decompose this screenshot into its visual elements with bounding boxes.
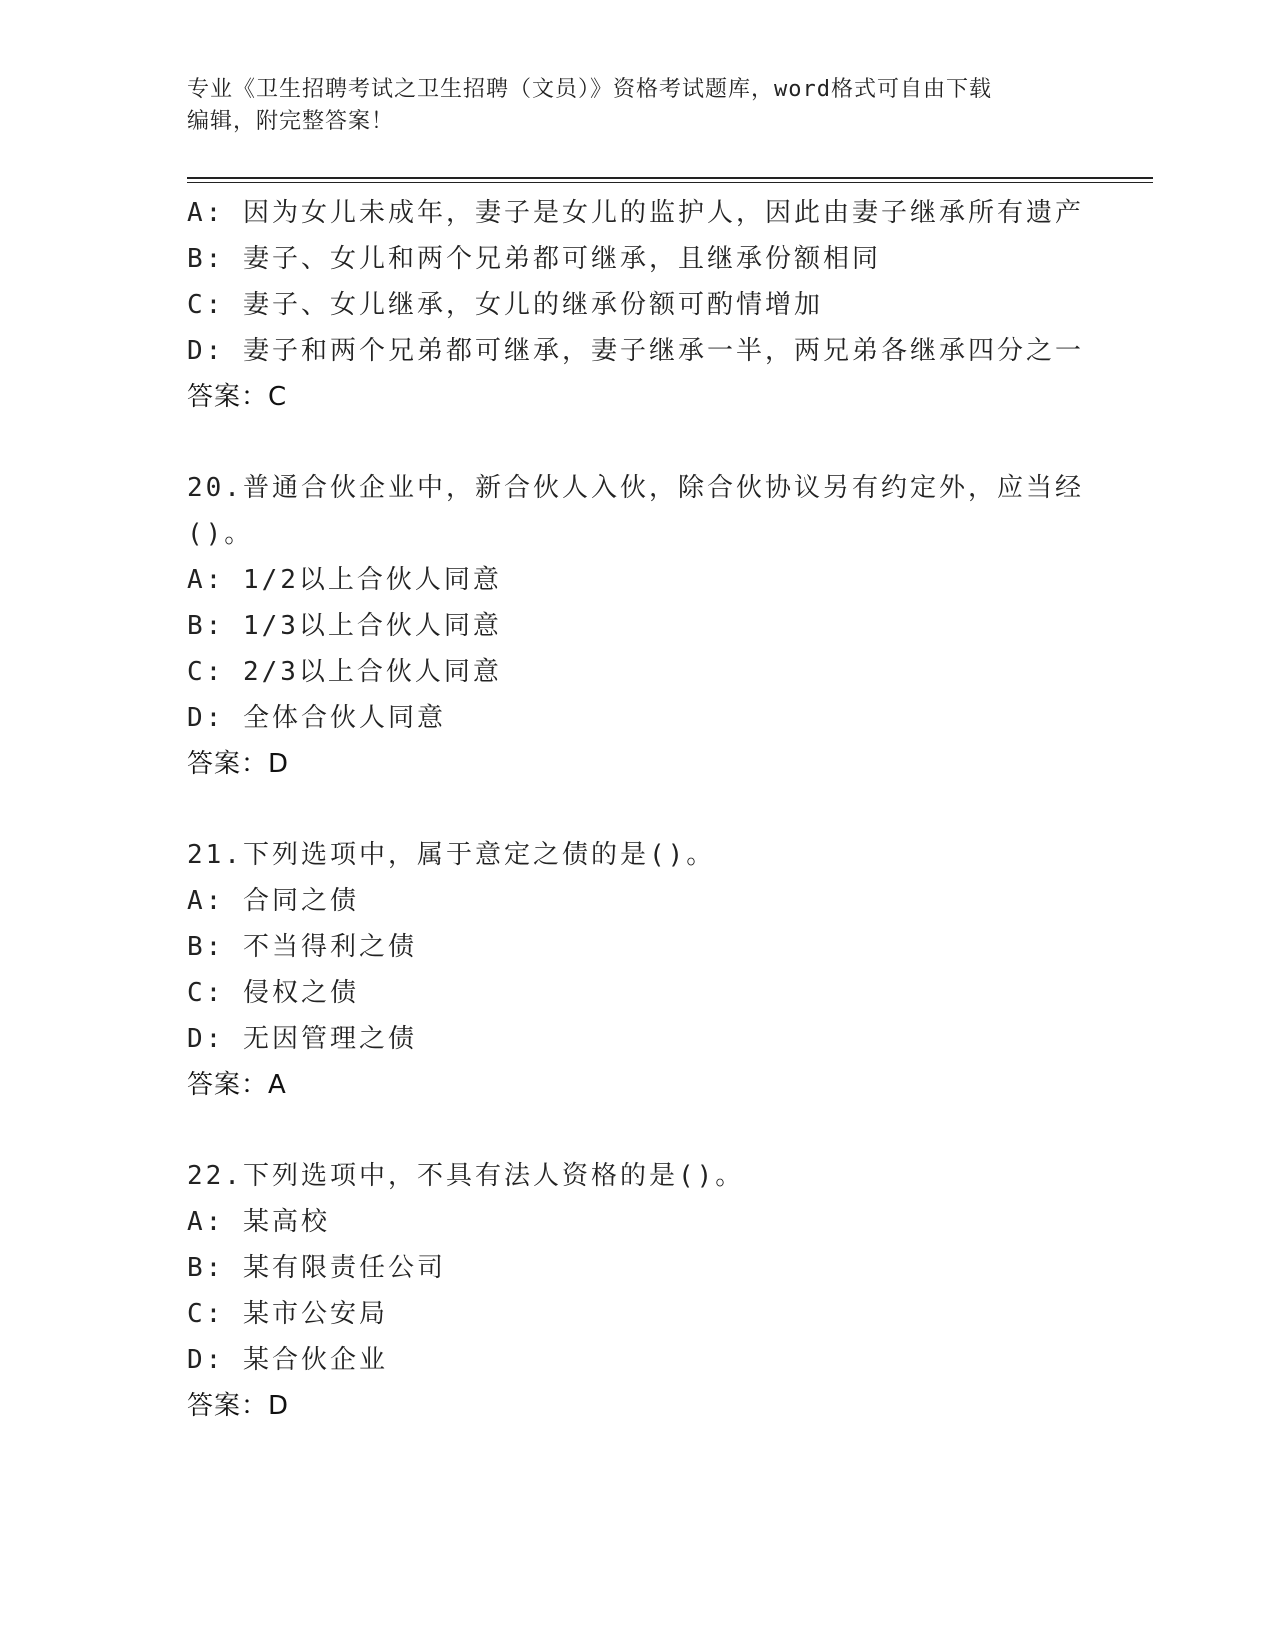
option-b: B: 某有限责任公司 <box>187 1253 446 1283</box>
question-21 <box>187 832 1087 1108</box>
option-c: C: 妻子、女儿继承，女儿的继承份额可酌情增加 <box>187 290 823 320</box>
question-20 <box>187 465 1087 787</box>
header-divider-thin <box>187 182 1153 183</box>
answer-line: 答案：D <box>187 749 290 779</box>
option-a: A: 某高校 <box>187 1207 330 1237</box>
question-19 <box>187 190 1087 420</box>
question-stem: 22.下列选项中，不具有法人资格的是()。 <box>187 1161 745 1191</box>
question-stem: 21.下列选项中，属于意定之债的是()。 <box>187 840 716 870</box>
header-line-1: 专业《卫生招聘考试之卫生招聘（文员）》资格考试题库，word格式可自由下载 <box>187 77 992 102</box>
answer-line: 答案：A <box>187 1070 287 1100</box>
option-b: B: 不当得利之债 <box>187 932 417 962</box>
option-c: C: 2/3以上合伙人同意 <box>187 657 502 687</box>
spacer <box>187 420 1087 465</box>
spacer <box>187 1108 1087 1153</box>
question-22 <box>187 1153 1087 1429</box>
option-a: A: 因为女儿未成年，妻子是女儿的监护人，因此由妻子继承所有遗产 <box>187 198 1084 228</box>
option-b: B: 1/3以上合伙人同意 <box>187 611 502 641</box>
header-line-2: 编辑，附完整答案！ <box>187 109 395 134</box>
question-list <box>187 190 1087 1429</box>
answer-line: 答案：D <box>187 1391 290 1421</box>
answer-line: 答案：C <box>187 382 288 412</box>
option-d: D: 妻子和两个兄弟都可继承，妻子继承一半，两兄弟各继承四分之一 <box>187 336 1084 366</box>
spacer <box>187 787 1087 832</box>
question-stem: 20.普通合伙企业中，新合伙人入伙，除合伙协议另有约定外，应当经 <box>187 473 1084 503</box>
question-stem-continued: ()。 <box>187 519 254 549</box>
option-d: D: 无因管理之债 <box>187 1024 417 1054</box>
option-a: A: 1/2以上合伙人同意 <box>187 565 502 595</box>
header-divider-thick <box>187 177 1153 179</box>
option-a: A: 合同之债 <box>187 886 359 916</box>
option-c: C: 某市公安局 <box>187 1299 388 1329</box>
option-d: D: 某合伙企业 <box>187 1345 388 1375</box>
option-b: B: 妻子、女儿和两个兄弟都可继承，且继承份额相同 <box>187 244 881 274</box>
document-header <box>187 74 1067 138</box>
option-c: C: 侵权之债 <box>187 978 359 1008</box>
option-d: D: 全体合伙人同意 <box>187 703 446 733</box>
